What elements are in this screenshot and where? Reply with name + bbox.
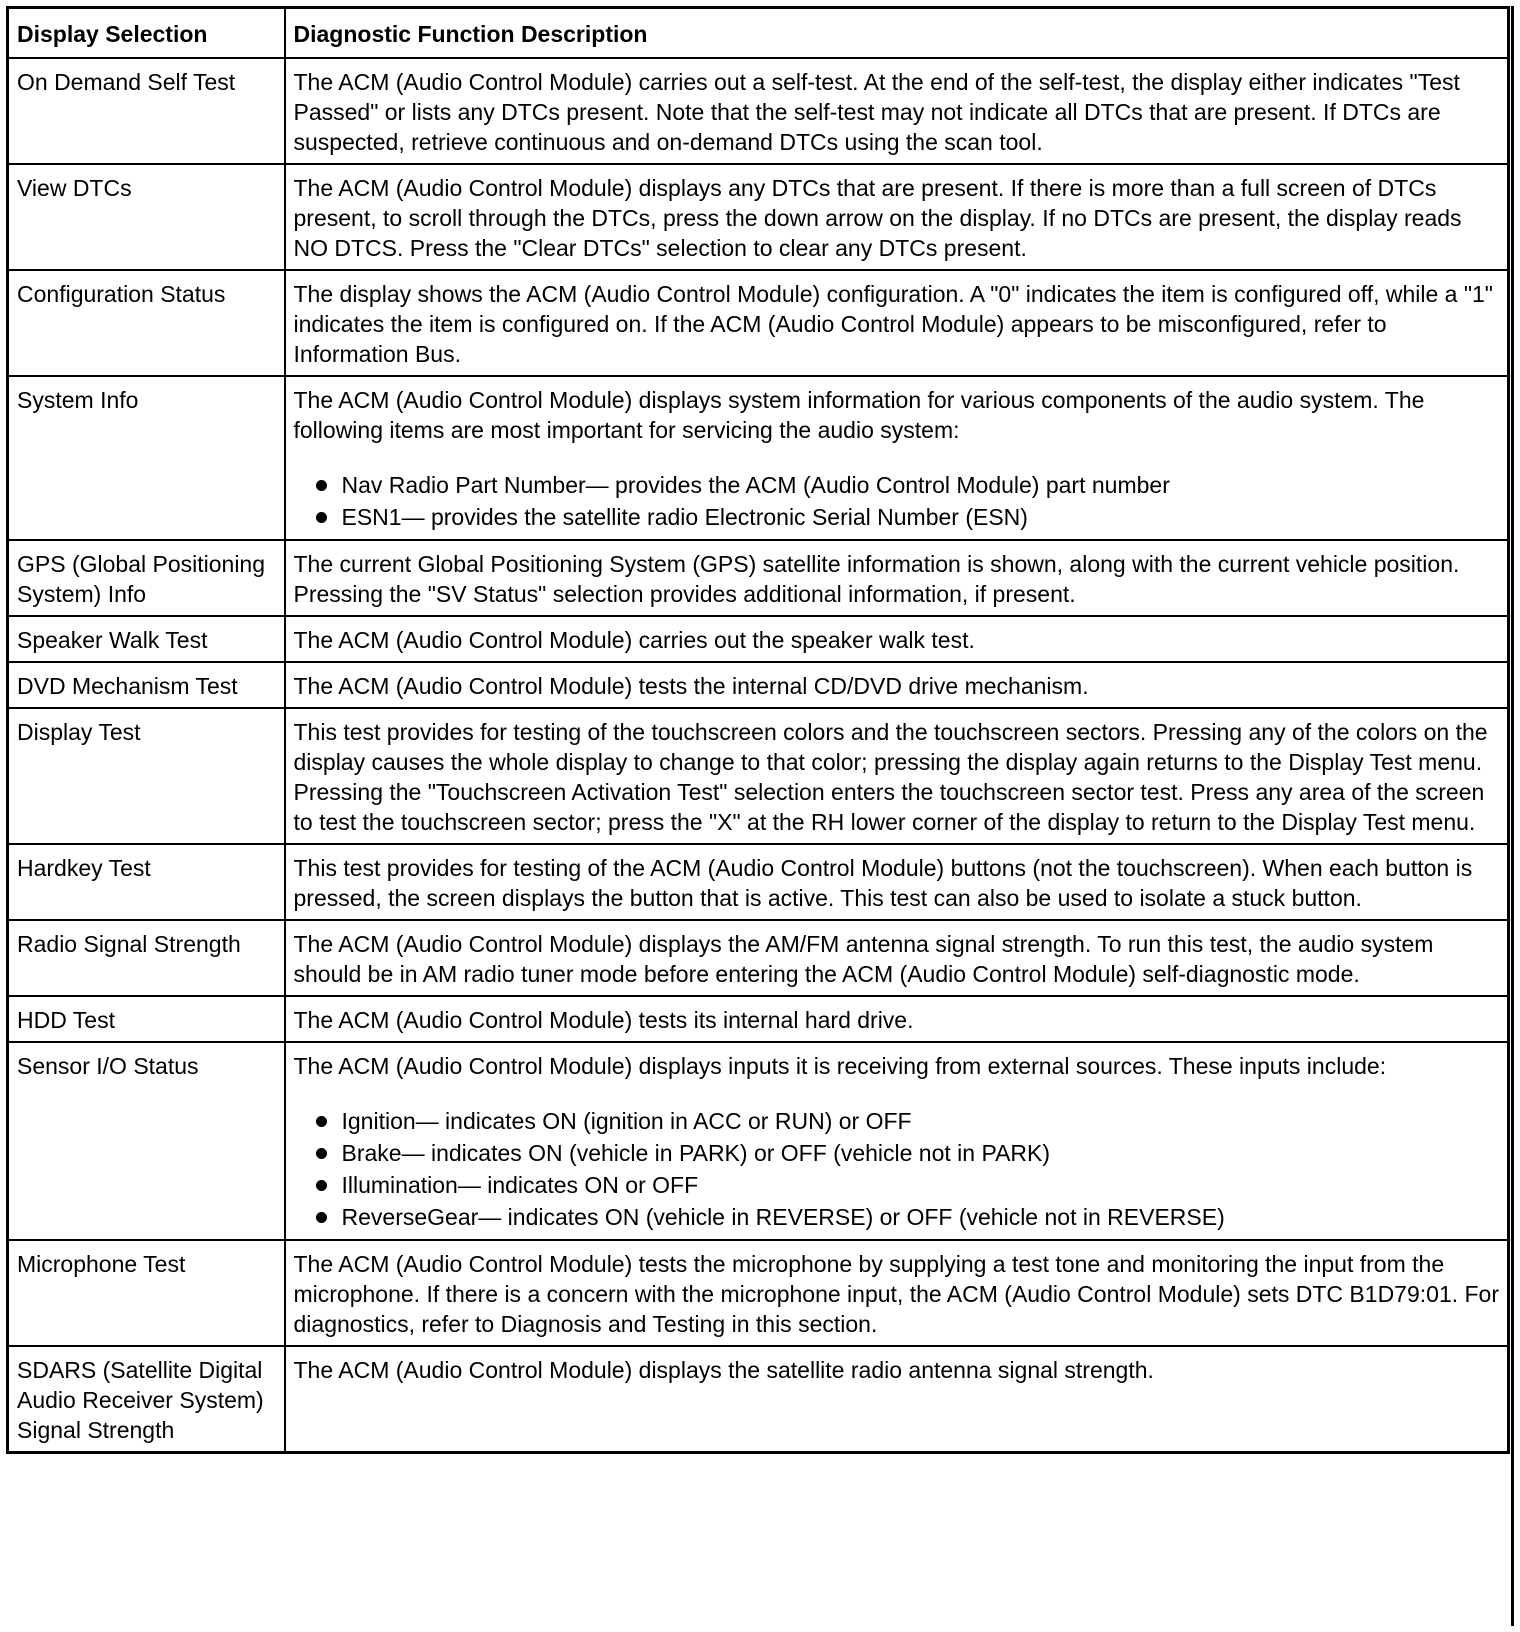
- table-row: [8, 1346, 1509, 1453]
- bullet-icon: [316, 512, 327, 523]
- description-text: The display shows the ACM (Audio Control Module) configuration. A "0" indicates the item is configured off, while a "1" indicates the item is configured on. If the ACM (Audio Control Module) appears to be misconfigured, refer to Information Bus.: [293, 281, 1493, 367]
- list-item-text: Nav Radio Part Number— provides the ACM (Audio Control Module) part number: [341, 472, 1170, 498]
- description-cell: [285, 920, 1509, 996]
- description-cell: [285, 164, 1509, 270]
- list-item: [314, 1169, 1500, 1201]
- display-selection-cell: GPS (Global Positioning System) Info: [8, 540, 285, 616]
- display-selection-cell: Configuration Status: [8, 270, 285, 376]
- list-item: [314, 1201, 1500, 1233]
- display-selection-cell: System Info: [8, 376, 285, 540]
- list-item: [314, 469, 1500, 501]
- table-row: [8, 540, 1509, 616]
- display-selection-cell: Radio Signal Strength: [8, 920, 285, 996]
- bullet-icon: [316, 480, 327, 491]
- table-row: [8, 1240, 1509, 1346]
- table-row: [8, 376, 1509, 540]
- description-cell: [285, 1346, 1509, 1453]
- display-selection-cell: DVD Mechanism Test: [8, 662, 285, 708]
- description-cell: [285, 708, 1509, 844]
- table-row: [8, 844, 1509, 920]
- table-row: [8, 616, 1509, 662]
- table-row: [8, 708, 1509, 844]
- list-item-text: ReverseGear— indicates ON (vehicle in REVERSE) or OFF (vehicle not in REVERSE): [341, 1204, 1225, 1230]
- bullet-icon: [316, 1116, 327, 1127]
- list-item: [314, 1105, 1500, 1137]
- description-text: The ACM (Audio Control Module) tests the microphone by supplying a test tone and monitoring the input from the microphone. If there is a concern with the microphone input, the ACM (Audio Control Module) sets DTC B1D79:01. For diagnostics, refer to Diagnosis and Testing in this section.: [293, 1251, 1500, 1337]
- description-text: The ACM (Audio Control Module) displays the AM/FM antenna signal strength. To run this test, the audio system should be in AM radio tuner mode before entering the ACM (Audio Control Module) self-diagnostic mode.: [293, 931, 1434, 987]
- description-cell: [285, 996, 1509, 1042]
- header-display-selection: Display Selection: [8, 8, 285, 59]
- list-item: [314, 1137, 1500, 1169]
- description-cell: [285, 376, 1509, 540]
- header-diagnostic-description: Diagnostic Function Description: [285, 8, 1509, 59]
- diagnostic-functions-table: [6, 6, 1510, 1454]
- display-selection-cell: Microphone Test: [8, 1240, 285, 1346]
- bullet-icon: [316, 1148, 327, 1159]
- description-text: The ACM (Audio Control Module) carries out a self-test. At the end of the self-test, the display either indicates "Test Passed" or lists any DTCs present. Note that the self-test may not indicate all DTCs that are present. If DTCs are suspected, retrieve continuous and on-demand DTCs using the scan tool.: [293, 69, 1460, 155]
- table-header-row: [8, 8, 1509, 59]
- description-cell: [285, 540, 1509, 616]
- display-selection-cell: On Demand Self Test: [8, 58, 285, 164]
- bullet-icon: [316, 1212, 327, 1223]
- description-cell: [285, 844, 1509, 920]
- list-item-text: ESN1— provides the satellite radio Electronic Serial Number (ESN): [341, 504, 1028, 530]
- table-row: [8, 270, 1509, 376]
- description-cell: [285, 616, 1509, 662]
- list-item: [314, 501, 1500, 533]
- description-text: This test provides for testing of the ACM (Audio Control Module) buttons (not the touchscreen). When each button is pressed, the screen displays the button that is active. This test can also be used to isolate a stuck button.: [293, 855, 1473, 911]
- table-row: [8, 1042, 1509, 1240]
- table-row: [8, 164, 1509, 270]
- list-item-text: Illumination— indicates ON or OFF: [341, 1172, 699, 1198]
- description-text: The ACM (Audio Control Module) displays the satellite radio antenna signal strength.: [293, 1357, 1154, 1383]
- table-row: [8, 58, 1509, 164]
- bullet-list: [294, 469, 1500, 533]
- table-row: [8, 996, 1509, 1042]
- bullet-icon: [316, 1180, 327, 1191]
- list-item-text: Brake— indicates ON (vehicle in PARK) or OFF (vehicle not in PARK): [341, 1140, 1051, 1166]
- display-selection-cell: Sensor I/O Status: [8, 1042, 285, 1240]
- table-row: [8, 920, 1509, 996]
- display-selection-cell: SDARS (Satellite Digital Audio Receiver System) Signal Strength: [8, 1346, 285, 1453]
- description-text: This test provides for testing of the touchscreen colors and the touchscreen sectors. Pressing any of the colors on the display causes the whole display to change to that color; pressing the display again returns to the Display Test menu. Pressing the "Touchscreen Activation Test" selection enters the touchscreen sector test. Press any area of the screen to test the touchscreen sector; press the "X" at the RH lower corner of the display to return to the Display Test menu.: [293, 719, 1488, 835]
- page-edge-rule: [1511, 6, 1514, 1626]
- description-cell: [285, 58, 1509, 164]
- display-selection-cell: Speaker Walk Test: [8, 616, 285, 662]
- description-text: The ACM (Audio Control Module) tests its internal hard drive.: [293, 1007, 914, 1033]
- description-cell: [285, 270, 1509, 376]
- list-item-text: Ignition— indicates ON (ignition in ACC or RUN) or OFF: [341, 1108, 912, 1134]
- display-selection-cell: HDD Test: [8, 996, 285, 1042]
- display-selection-cell: Hardkey Test: [8, 844, 285, 920]
- description-text: The ACM (Audio Control Module) tests the internal CD/DVD drive mechanism.: [293, 673, 1089, 699]
- description-text: The ACM (Audio Control Module) carries out the speaker walk test.: [293, 627, 975, 653]
- display-selection-cell: Display Test: [8, 708, 285, 844]
- description-text: The ACM (Audio Control Module) displays any DTCs that are present. If there is more than a full screen of DTCs present, to scroll through the DTCs, press the down arrow on the display. If no DTCs are present, the display reads NO DTCS. Press the "Clear DTCs" selection to clear any DTCs present.: [293, 175, 1462, 261]
- description-cell: [285, 1042, 1509, 1240]
- description-cell: [285, 1240, 1509, 1346]
- description-text: The current Global Positioning System (GPS) satellite information is shown, along with the current vehicle position. Pressing the "SV Status" selection provides additional information, if present.: [293, 551, 1460, 607]
- description-cell: [285, 662, 1509, 708]
- display-selection-cell: View DTCs: [8, 164, 285, 270]
- table-row: [8, 662, 1509, 708]
- description-text: The ACM (Audio Control Module) displays inputs it is receiving from external sources. These inputs include:: [293, 1053, 1387, 1079]
- bullet-list: [294, 1105, 1500, 1233]
- description-text: The ACM (Audio Control Module) displays system information for various components of the audio system. The following items are most important for servicing the audio system:: [293, 387, 1425, 443]
